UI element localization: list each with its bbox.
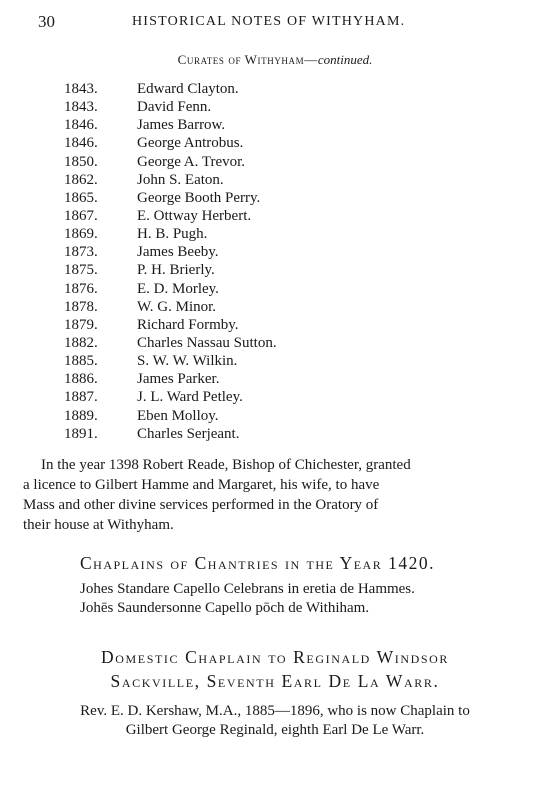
curate-year: 1876. — [64, 280, 98, 297]
chantries-entries — [80, 580, 415, 618]
chantries-heading: Chaplains of Chantries in the Year 1420. — [80, 553, 435, 573]
curate-year: 1873. — [64, 244, 98, 261]
oratory-paragraph — [23, 455, 505, 535]
curate-entry — [64, 352, 424, 370]
curate-entry — [64, 153, 424, 171]
curate-year: 1850. — [64, 153, 98, 170]
curate-year: 1846. — [64, 117, 98, 134]
domestic-chaplain-heading — [0, 645, 550, 693]
curates-caption-italic: continued. — [317, 52, 373, 67]
curates-caption — [0, 52, 550, 68]
curate-year: 1846. — [64, 135, 98, 152]
curate-entry — [64, 425, 424, 443]
curate-entry — [64, 189, 424, 207]
curate-year: 1878. — [64, 298, 98, 315]
curate-entry — [64, 407, 424, 425]
curate-entry — [64, 80, 424, 98]
curate-name: George Antrobus. — [137, 135, 244, 152]
running-head — [0, 12, 550, 34]
domestic-chaplain-entry — [0, 702, 550, 740]
paragraph-line: a licence to Gilbert Hamme and Margaret, his wife, to have — [23, 477, 380, 493]
paragraph-line: their house at Withyham. — [23, 517, 174, 533]
curate-entry — [64, 116, 424, 134]
curate-year: 1891. — [64, 425, 98, 442]
paragraph-line: In the year 1398 Robert Reade, Bishop of Chichester, granted — [41, 457, 411, 473]
domestic-entry-line: Gilbert George Reginald, eighth Earl De Le Warr. — [125, 722, 425, 738]
curate-name: David Fenn. — [137, 99, 212, 116]
curate-year: 1879. — [64, 316, 98, 333]
curate-entry — [64, 98, 424, 116]
paragraph-line: Mass and other divine services performed in the Oratory of — [23, 497, 379, 513]
curate-year: 1887. — [64, 389, 98, 406]
curate-name: Eben Molloy. — [137, 407, 219, 424]
running-title: HISTORICAL NOTES OF WITHYHAM. — [132, 14, 406, 29]
curate-entry — [64, 261, 424, 279]
domestic-heading-line: Domestic Chaplain to Reginald Windsor — [101, 647, 449, 667]
curate-entry — [64, 298, 424, 316]
curate-name: Edward Clayton. — [137, 81, 239, 97]
page-number: 30 — [38, 12, 55, 31]
curate-year: 1862. — [64, 171, 98, 188]
curate-name: W. G. Minor. — [137, 298, 217, 315]
curate-name: H. B. Pugh. — [137, 226, 208, 243]
curate-name: J. L. Ward Petley. — [137, 389, 243, 406]
curate-year: 1889. — [64, 407, 98, 424]
curate-year: 1843. — [64, 81, 98, 97]
curate-year: 1865. — [64, 189, 98, 206]
curate-entry — [64, 225, 424, 243]
curate-entry — [64, 243, 424, 261]
curate-entry — [64, 207, 424, 225]
curate-year: 1885. — [64, 353, 98, 370]
curate-year: 1869. — [64, 226, 98, 243]
curate-name: E. D. Morley. — [137, 280, 219, 297]
curate-name: James Beeby. — [137, 244, 219, 261]
curates-caption-main: Curates of Withyham— — [177, 52, 318, 67]
domestic-heading-line: Sackville, Seventh Earl De La Warr. — [110, 671, 440, 691]
domestic-entry-line: Rev. E. D. Kershaw, M.A., 1885—1896, who is now Chaplain to — [80, 703, 470, 719]
curate-name: George Booth Perry. — [137, 189, 261, 206]
curate-name: Charles Nassau Sutton. — [137, 334, 277, 351]
curate-name: Richard Formby. — [137, 316, 239, 333]
curate-entry — [64, 334, 424, 352]
chantry-entry: Johēs Saundersonne Capello pōch de Withiham. — [80, 600, 370, 616]
curate-entry — [64, 316, 424, 334]
curate-name: James Barrow. — [137, 117, 226, 134]
curate-entry — [64, 134, 424, 152]
curate-year: 1867. — [64, 207, 98, 224]
curate-entry — [64, 388, 424, 406]
curate-name: John S. Eaton. — [137, 171, 224, 188]
curates-list — [64, 80, 424, 443]
curate-entry — [64, 370, 424, 388]
curate-name: Charles Serjeant. — [137, 425, 240, 442]
curate-year: 1875. — [64, 262, 98, 279]
curate-name: P. H. Brierly. — [137, 262, 215, 279]
curate-year: 1886. — [64, 371, 98, 388]
curate-year: 1882. — [64, 334, 98, 351]
curate-name: James Parker. — [137, 371, 220, 388]
chantry-entry: Johes Standare Capello Celebrans in eretia de Hammes. — [80, 581, 415, 597]
curate-name: E. Ottway Herbert. — [137, 207, 252, 224]
curate-entry — [64, 171, 424, 189]
curate-entry — [64, 280, 424, 298]
curate-name: George A. Trevor. — [137, 153, 246, 170]
curate-name: S. W. W. Wilkin. — [137, 353, 238, 370]
curate-year: 1843. — [64, 99, 98, 116]
